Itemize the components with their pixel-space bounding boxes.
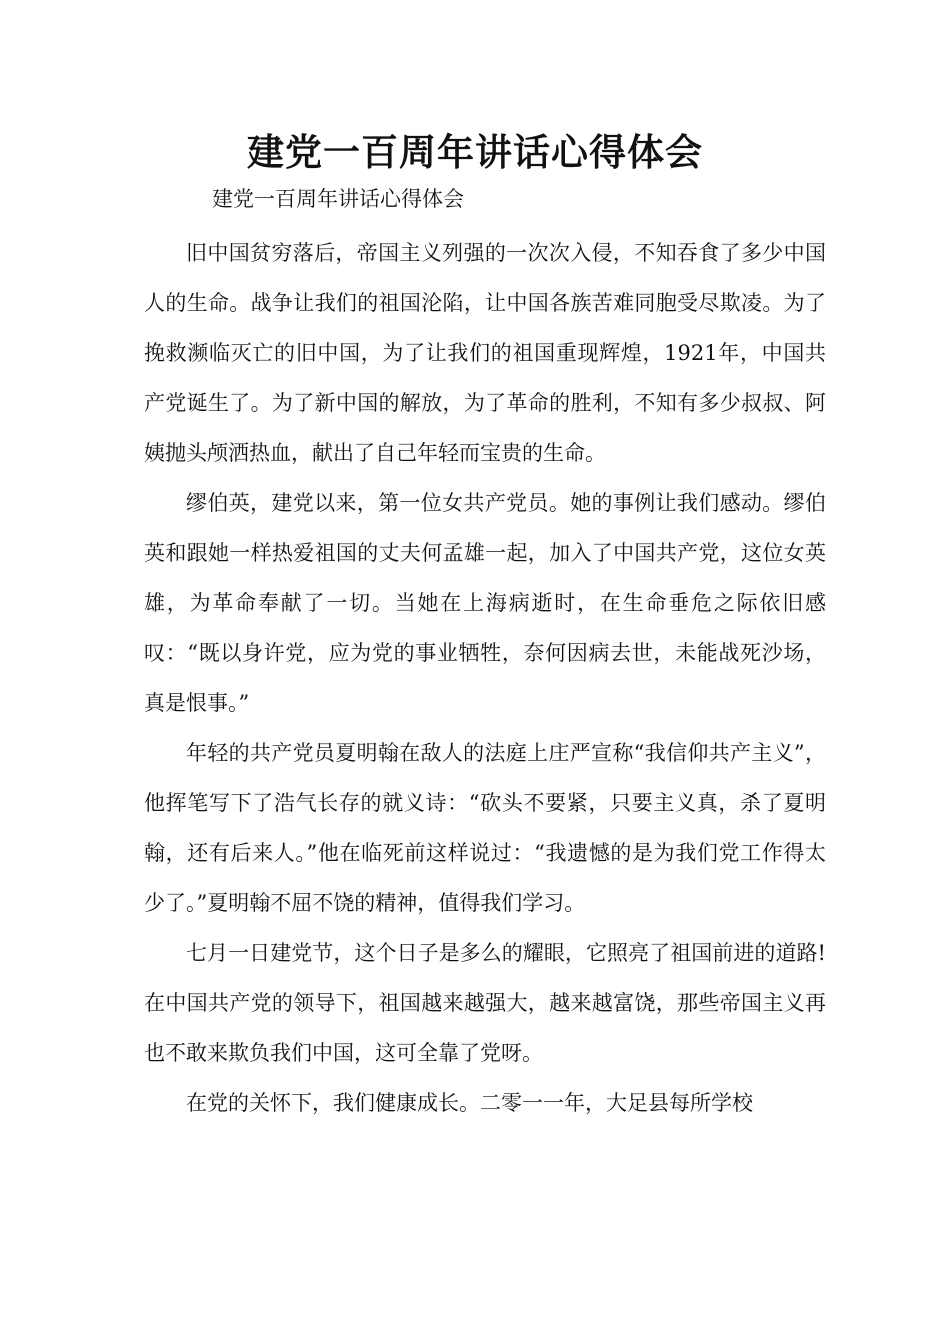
- paragraph-4: 七月一日建党节，这个日子是多么的耀眼，它照亮了祖国前进的道路!在中国共产党的领导下，祖国越来越强大，越来越富饶，那些帝国主义再也不敢来欺负我们中国，这可全靠了党呀。: [144, 941, 826, 1065]
- document-title: 建党一百周年讲话心得体会: [247, 131, 703, 174]
- paragraph-2: 缪伯英，建党以来，第一位女共产党员。她的事例让我们感动。缪伯英和跟她一样热爱祖国的丈夫何孟雄一起，加入了中国共产党，这位女英雄，为革命奉献了一切。当她在上海病逝时，在生命垂危之际依旧感叹：“既以身许党，应为党的事业牺牲，奈何因病去世，未能战死沙场，真是恨事。”: [144, 491, 826, 715]
- paragraph-3: 年轻的共产党员夏明翰在敌人的法庭上庄严宣称“我信仰共产主义”，他挥笔写下了浩气长存的就义诗：“砍头不要紧，只要主义真，杀了夏明翰，还有后来人。”他在临死前这样说过：“我遗憾的是为我们党工作得太少了。”夏明翰不屈不饶的精神，值得我们学习。: [144, 741, 826, 915]
- document-body: [144, 228, 826, 1128]
- paragraph-1: 旧中国贫穷落后，帝国主义列强的一次次入侵，不知吞食了多少中国人的生命。战争让我们的祖国沦陷，让中国各族苦难同胞受尽欺凌。为了挽救濒临灭亡的旧中国，为了让我们的祖国重现辉煌，1921年，中国共产党诞生了。为了新中国的解放，为了革命的胜利，不知有多少叔叔、阿姨抛头颅洒热血，献出了自己年轻而宝贵的生命。: [144, 241, 826, 465]
- paragraph-5: 在党的关怀下，我们健康成长。二零一一年，大足县每所学校: [186, 1091, 753, 1115]
- document-subtitle: 建党一百周年讲话心得体会: [212, 187, 464, 211]
